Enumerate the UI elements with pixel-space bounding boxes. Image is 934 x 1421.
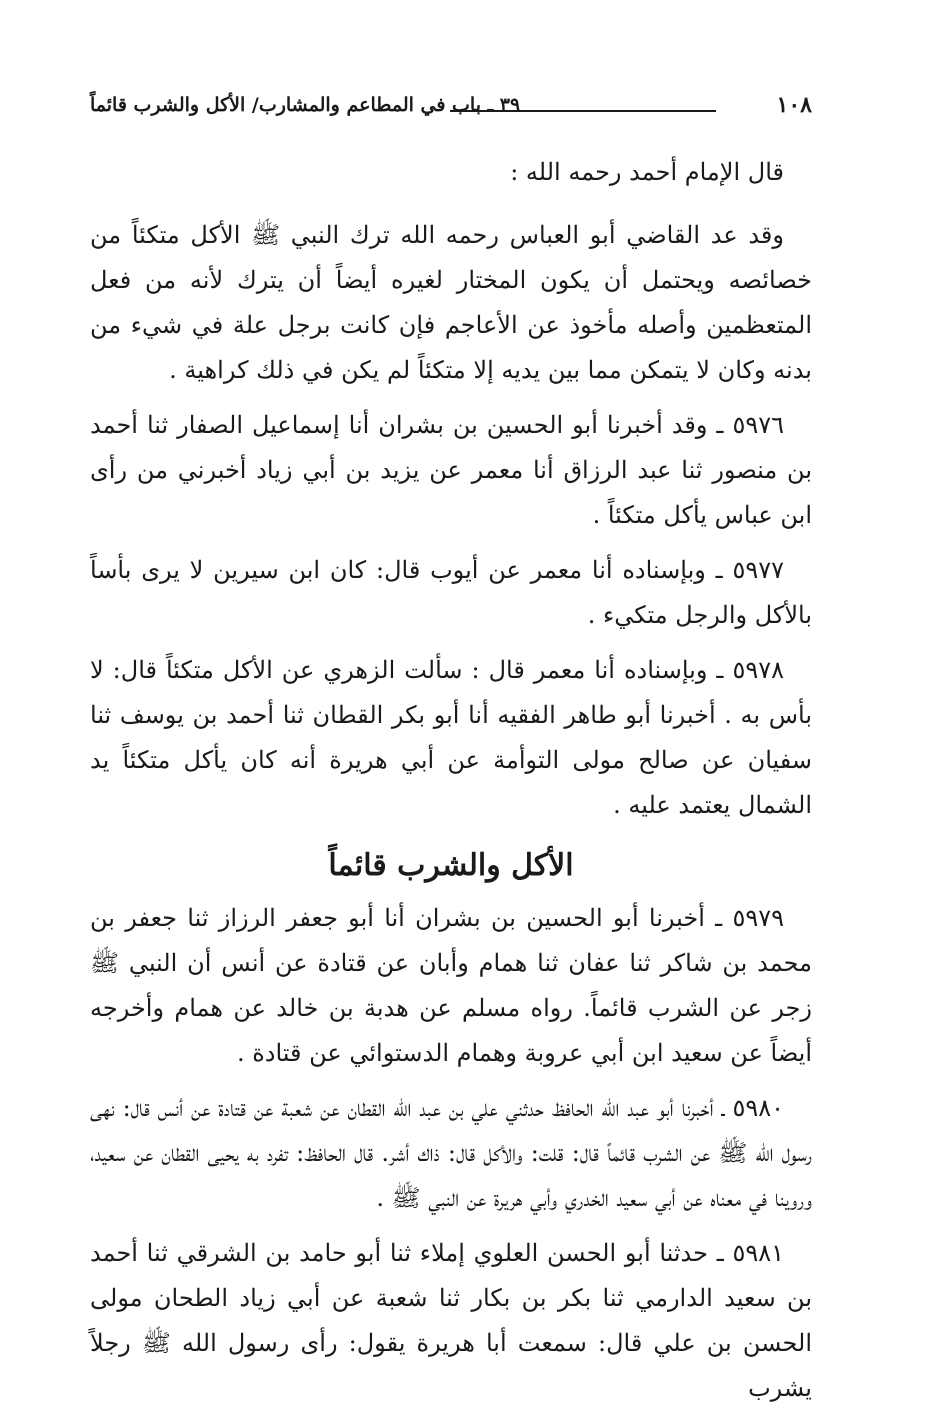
hadith-5977: ٥٩٧٧ ـ وبإسناده أنا معمر عن أيوب قال: كان ابن سيرين لا يرى بأساً بالأكل والرجل متكيء . — [90, 556, 812, 629]
body-text — [90, 150, 812, 1421]
hadith-5978: ٥٩٧٨ ـ وبإسناده أنا معمر قال : سألت الزهري عن الأكل متكئاً قال: لا بأس به . أخبرنا أبو طاهر الفقيه أنا أبو بكر القطان ثنا أحمد بن يوسف ثنا سفيان عن صالح مولى التوأمة عن أبي هريرة أنه كان يأكل متكئاً يد الشمال يعتمد عليه . — [90, 656, 812, 819]
hadith-5979: ٥٩٧٩ ـ أخبرنا أبو الحسين بن بشران أنا أبو جعفر الرزاز ثنا جعفر بن محمد بن شاكر ثنا عفان ثنا همام وأبان عن قتادة عن أنس أن النبي ﷺ زجر عن الشرب قائماً. رواه مسلم عن هدبة بن خالد عن همام وأخرجه أيضاً عن سعيد ابن أبي عروبة وهمام الدستوائي عن قتادة . — [90, 904, 812, 1067]
chapter-title: ٣٩ ـ باب في المطاعم والمشارب/ الأكل والشرب قائماً — [90, 94, 521, 116]
running-header — [90, 92, 812, 128]
section-heading: الأكل والشرب قائماً — [328, 848, 574, 883]
paragraph-commentary: وقد عد القاضي أبو العباس رحمه الله ترك النبي ﷺ الأكل متكئاً من خصائصه ويحتمل أن يكون المختار لغيره أيضاً أن يترك لأنه من فعل المتعظمين وأصله مأخوذ عن الأعاجم فإن كانت برجل علة في شيء من بدنه وكان لا يتمكن مما بين يديه إلا متكئاً لم يكن في ذلك كراهية . — [90, 221, 812, 384]
page-number: ١٠٨ — [776, 92, 812, 118]
hadith-5976: ٥٩٧٦ ـ وقد أخبرنا أبو الحسين بن بشران أنا إسماعيل الصفار ثنا أحمد بن منصور ثنا عبد الرزاق أنا معمر عن يزيد بن أبي زياد أخبرني من رأى ابن عباس يأكل متكئاً . — [90, 411, 812, 529]
hadith-5980: ٥٩٨٠ ـ أخبرنا أبو عبد الله الحافظ حدثني علي بن عبد الله القطان عن شعبة عن قتادة عن أنس قال: نهى رسول الله ﷺ عن الشرب قائماً قال: قلت: والأكل قال: ذاك أشر. قال الحافظ: تفرد به يحيى القطان عن سعيد، وروينا في معناه عن أبي سعيد الخدري وأبي هريرة عن النبي ﷺ . — [90, 1094, 812, 1212]
opening-line: قال الإمام أحمد رحمه الله : — [510, 158, 784, 186]
hadith-5981: ٥٩٨١ ـ حدثنا أبو الحسن العلوي إملاء ثنا أبو حامد بن الشرقي ثنا أحمد بن سعيد الدارمي ثنا بكر بن بكار ثنا شعبة عن أبي زياد الطحان مولى الحسن بن علي قال: سمعت أبا هريرة يقول: رأى رسول الله ﷺ رجلاً يشرب — [90, 1239, 812, 1402]
